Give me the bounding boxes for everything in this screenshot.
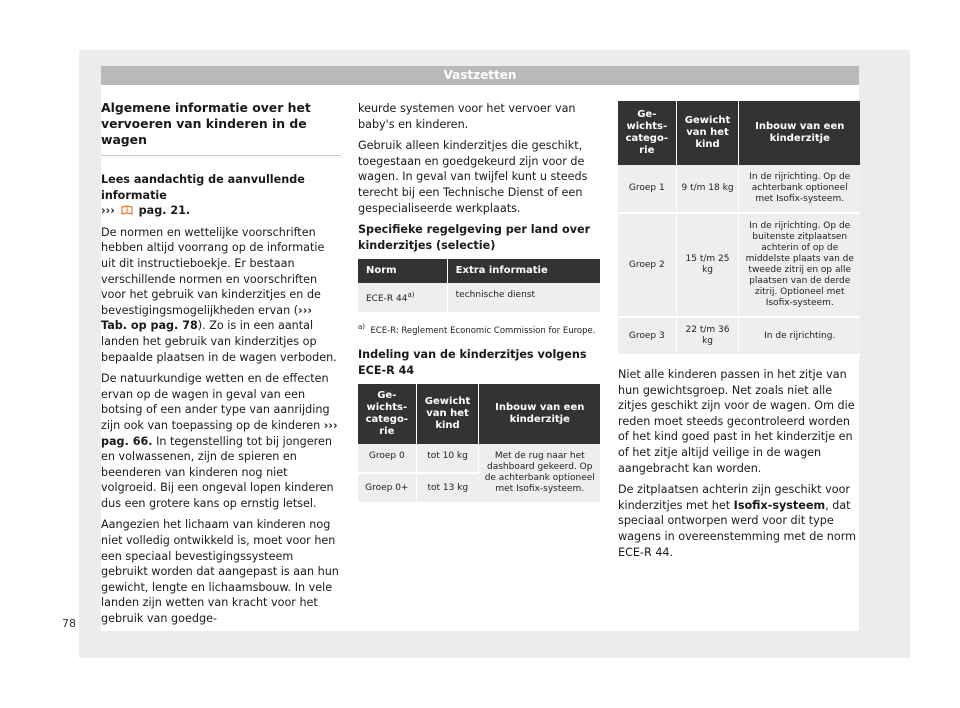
reference-lead: Lees aandachtig de aanvullende informatie bbox=[101, 173, 305, 202]
table-header: Gewicht van het kind bbox=[676, 101, 739, 165]
column-right-table bbox=[618, 101, 860, 356]
table-row bbox=[358, 444, 600, 473]
book-icon bbox=[121, 205, 133, 215]
paragraph: Aangezien het lichaam van kinderen nog niet volledig ontwikkeld is, moet voor hen een speciaal bevestigingssysteem gebruikt worden dat aangepast is aan hun gewicht, lengte en lichaamsbouw. In vele landen zijn wetten van kracht voor het gebruik van goedge- bbox=[101, 518, 339, 626]
table-cell: tot 13 kg bbox=[416, 473, 479, 503]
footnote: $^{a)}$ ECE-R: Reglement Economic Commission for Europe. bbox=[358, 323, 596, 337]
paragraph: De natuurkundige wetten en de effecten ervan op de wagen in geval van een botsing of een ander type van aanrijding zijn ook van toepassing op de kinderen ››› pag. 66. In tegenstelling tot bij jongeren en volwassenen, zijn de spieren en beenderen van kinderen nog niet volgroeid. Bij een ongeval lopen kinderen dus een grotere kans op ernstig letsel. bbox=[101, 372, 338, 510]
table-row bbox=[618, 213, 860, 317]
paragraph: Gebruik alleen kinderzitjes die geschikt, toegestaan en goedgekeurd zijn voor de wagen. In geval van twijfel kunt u steeds terecht bij een Technische Dienst of een gespecialiseerde werkplaats. bbox=[358, 139, 588, 215]
page-number: 78 bbox=[62, 617, 76, 630]
paragraph: De normen en wettelijke voorschriften hebben altijd voorrang op de informatie uit dit instructieboekje. Er bestaan verschillende normen en voorschriften voor het gebruik van kinderzitjes en de bevestigingsmogelijkheden ervan (››› Tab. op pag. 78). Zo is in een aantal landen het gebruik van kinderzitjes op bepaalde plaatsen in de wagen verboden. bbox=[101, 225, 337, 364]
table-row bbox=[618, 165, 860, 213]
norm-table bbox=[358, 259, 600, 314]
reference-page-link[interactable]: pag. 21. bbox=[138, 204, 191, 218]
paragraph: keurde systemen voor het vervoer van baby's en kinderen. bbox=[358, 102, 576, 131]
table-cell: 22 t/m 36 kg bbox=[676, 317, 739, 355]
table-header: Gewichtscategorie bbox=[618, 101, 676, 165]
table-cell: In de rijrichting. Op de achterbank optioneel met Isofix-systeem. bbox=[739, 165, 860, 213]
table-header: Inbouw van een kinderzitje bbox=[479, 384, 600, 444]
column-left bbox=[101, 98, 341, 633]
reference-note bbox=[101, 172, 341, 219]
section-header: Vastzetten bbox=[101, 66, 859, 85]
footnote-marker: a) bbox=[407, 291, 415, 300]
table-cell: 15 t/m 25 kg bbox=[676, 213, 739, 317]
table-cell: In de rijrichting. bbox=[739, 317, 860, 355]
table-header: Inbouw van een kinderzitje bbox=[739, 101, 860, 165]
norm-table-heading: Specifieke regelgeving per land over kinderzitjes (selectie) bbox=[358, 223, 591, 252]
table-cell: ECE-R 44$^{a)}$ bbox=[358, 283, 447, 313]
page-reference-link[interactable]: ››› pag. 66. bbox=[101, 418, 338, 448]
group-table-heading: Indeling van de kinderzitjes volgens ECE-R 44 bbox=[358, 348, 587, 377]
weight-group-table bbox=[358, 384, 600, 504]
table-header: Gewichtscategorie bbox=[358, 384, 416, 444]
weight-group-table-continued bbox=[618, 101, 860, 356]
paragraph: Niet alle kinderen passen in het zitje van hun gewichtsgroep. Net zoals niet alle zitjes geschikt zijn voor de wagen. Om die reden moet steeds gecontroleerd worden of het kind goed past in het kinderzitje en of het zitje altijd veilige in de wagen aangebracht kan worden. bbox=[618, 368, 855, 475]
table-reference-link[interactable]: ››› Tab. op pag. 78 bbox=[101, 303, 312, 333]
table-cell: Groep 1 bbox=[618, 165, 676, 213]
reference-arrow: ››› bbox=[101, 204, 115, 218]
table-header: Extra informatie bbox=[447, 259, 600, 283]
section-title: Algemene informatie over het vervoeren van kinderen in de wagen bbox=[101, 98, 341, 156]
isofix-term: Isofix-systeem bbox=[733, 498, 826, 512]
table-cell: tot 10 kg bbox=[416, 444, 479, 473]
table-row bbox=[618, 317, 860, 355]
paragraph: De zitplaatsen achterin zijn geschikt voor kinderzitjes met het Isofix-systeem, dat speciaal ontworpen werd voor dit type wagens in overeenstemming met de norm ECE-R 44. bbox=[618, 483, 857, 559]
table-header: Gewicht van het kind bbox=[416, 384, 479, 444]
column-middle bbox=[358, 101, 600, 504]
table-header: Norm bbox=[358, 259, 447, 283]
table-cell: Groep 3 bbox=[618, 317, 676, 355]
table-cell: technische dienst bbox=[447, 283, 600, 313]
table-cell: Groep 0+ bbox=[358, 473, 416, 503]
table-cell: Met de rug naar het dashboard gekeerd. Op de achterbank optioneel met Isofix-systeem. bbox=[479, 444, 600, 503]
table-row bbox=[358, 283, 600, 313]
column-right bbox=[618, 367, 860, 566]
table-cell: Groep 2 bbox=[618, 213, 676, 317]
table-cell: Groep 0 bbox=[358, 444, 416, 473]
table-cell: 9 t/m 18 kg bbox=[676, 165, 739, 213]
table-cell: In de rijrichting. Op de buitenste zitplaatsen achterin of op de middelste plaats van de tweede zitrij en op alle plaatsen van de derde zitrij. Optioneel met Isofix-systeem. bbox=[739, 213, 860, 317]
